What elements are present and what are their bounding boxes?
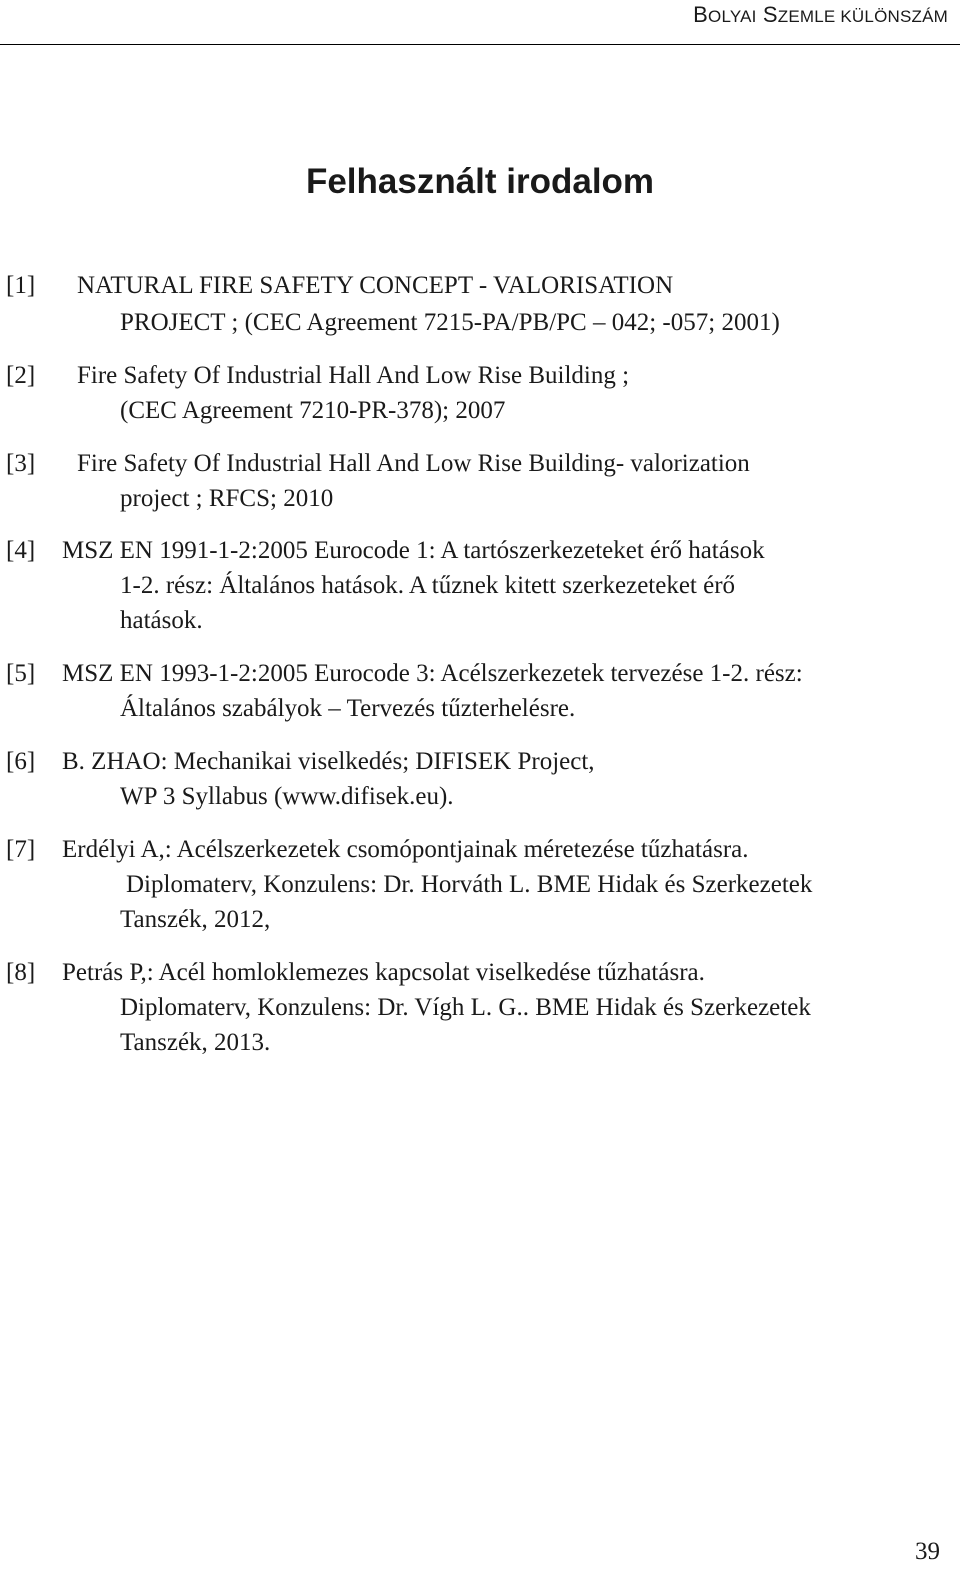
running-header (693, 2, 948, 28)
reference-line: PROJECT ; (CEC Agreement 7215-PA/PB/PC – 042; -057; 2001) (120, 309, 780, 336)
reference-number: [7] (6, 836, 36, 863)
reference-line: Erdélyi A,: Acélszerkezetek csomópontjainak méretezése tűzhatásra. (62, 836, 749, 863)
running-header-initial-1: B (693, 2, 709, 27)
reference-line: Diplomaterv, Konzulens: Dr. Horváth L. BME Hidak és Szerkezetek (126, 871, 813, 898)
reference-number: [1] (6, 272, 36, 299)
running-header-initial-2: S (762, 2, 778, 27)
reference-line: Diplomaterv, Konzulens: Dr. Vígh L. G.. BME Hidak és Szerkezetek (120, 994, 811, 1021)
running-header-part-1: OLYAI (708, 7, 757, 26)
reference-line: hatások. (120, 607, 203, 634)
reference-line: NATURAL FIRE SAFETY CONCEPT - VALORISATION (77, 272, 674, 299)
reference-number: [4] (6, 537, 36, 564)
reference-number: [8] (6, 959, 36, 986)
reference-line: WP 3 Syllabus (www.difisek.eu). (120, 783, 454, 810)
header-rule (0, 44, 960, 45)
running-header-part-2: ZEMLE KÜLÖNSZÁM (777, 7, 948, 26)
reference-line: Tanszék, 2013. (120, 1029, 271, 1056)
reference-number: [3] (6, 450, 36, 477)
reference-line: B. ZHAO: Mechanikai viselkedés; DIFISEK Project, (62, 748, 595, 775)
reference-line: (CEC Agreement 7210-PR-378); 2007 (120, 397, 506, 424)
page-title: Felhasznált irodalom (305, 162, 655, 201)
reference-line: Fire Safety Of Industrial Hall And Low Rise Building ; (77, 362, 630, 389)
reference-line: Tanszék, 2012, (120, 906, 271, 933)
reference-line: project ; RFCS; 2010 (120, 485, 334, 512)
reference-line: Általános szabályok – Tervezés tűzterhelésre. (120, 695, 576, 722)
reference-number: [6] (6, 748, 36, 775)
reference-line: Petrás P,: Acél homloklemezes kapcsolat viselkedése tűzhatásra. (62, 959, 705, 986)
reference-line: MSZ EN 1993-1-2:2005 Eurocode 3: Acélszerkezetek tervezése 1-2. rész: (62, 660, 803, 687)
reference-line: Fire Safety Of Industrial Hall And Low Rise Building- valorization (77, 450, 750, 477)
reference-number: [2] (6, 362, 36, 389)
reference-line: MSZ EN 1991-1-2:2005 Eurocode 1: A tartószerkezeteket érő hatások (62, 537, 765, 564)
reference-line: 1-2. rész: Általános hatások. A tűznek kitett szerkezeteket érő (120, 572, 736, 599)
page-number: 39 (915, 1538, 940, 1565)
reference-number: [5] (6, 660, 36, 687)
